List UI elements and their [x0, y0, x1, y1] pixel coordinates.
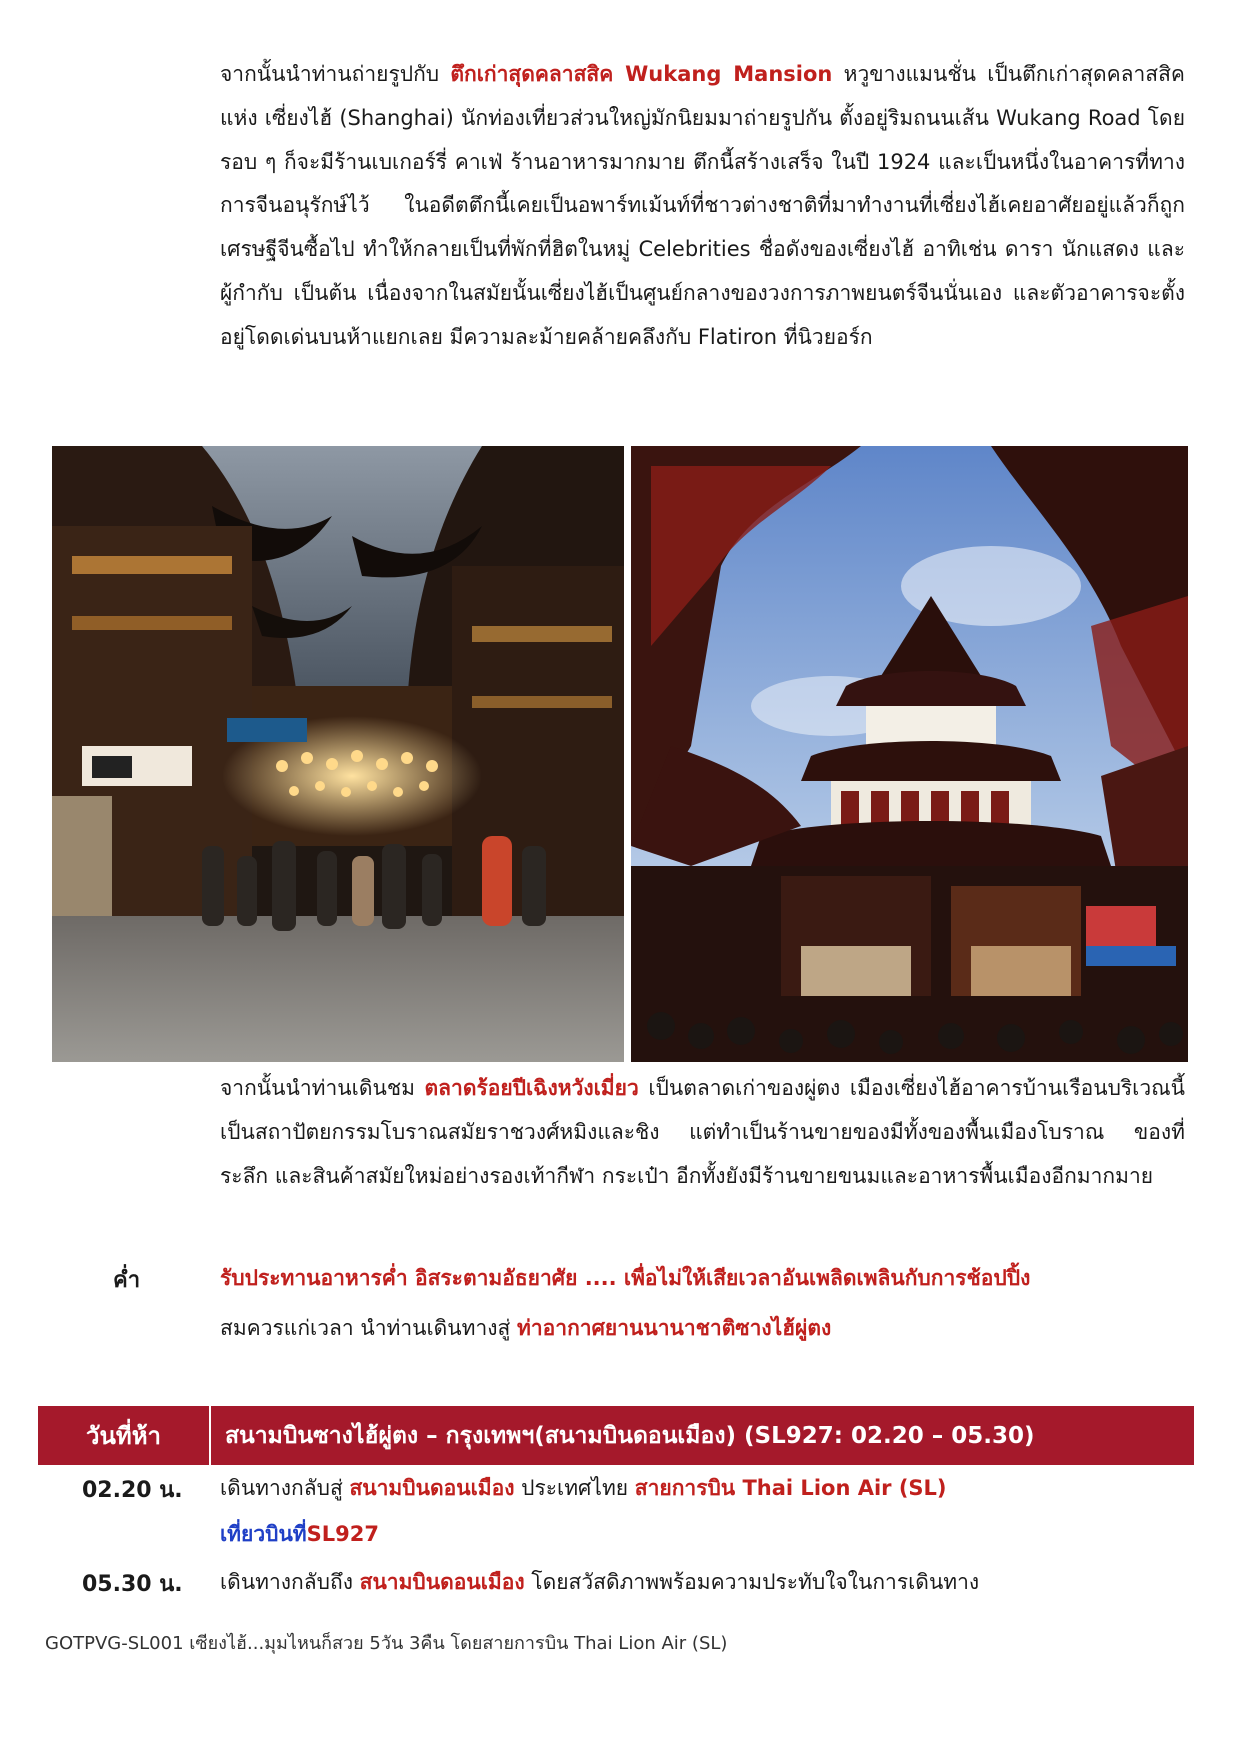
intro-text-rest: หวูขางแมนชั่น เป็นตึกเก่าสุดคลาสสิคแห่ง เซี่ยงไฮ้ (Shanghai) นักท่องเที่ยวส่วนใหญ่มักนิยมมาถ่ายรูปกัน ตั้งอยู่ริมถนนเส้น Wukang Road โดยรอบ ๆ ก็จะมีร้านเบเกอร์รี่ คาเฟ่ ร้านอาหารมากมาย ตึกนี้สร้างเสร็จ ในปี 1924 และเป็นหนึ่งในอาคารที่ทางการจีนอนุรักษ์ไว้ ในอดีตตึกนี้เคยเป็นอพาร์ทเม้นท์ที่ชาวต่างชาติที่มาทำงานที่เซี่ยงไฮ้เคยอาศัยอยู่แล้วก็ถูกเศรษฐีจีนซื้อไป ทำให้กลายเป็นที่พักที่ฮิตในหมู่ Celebrities ชื่อดังของเซี่ยงไฮ้ อาทิเช่น ดารา นักแสดง และผู้กำกับ เป็นต้น เนื่องจากในสมัยนั้นเซี่ยงไฮ้เป็นศูนย์กลางของวงการภาพยนตร์จีนนั่นเอง และตัวอาคารจะตั้งอยู่โดดเด่นบนห้าแยกเลย มีความละม้ายคล้ายคลึงกับ Flatiron ที่นิวยอร์ก: [220, 62, 1185, 349]
flight-label: เที่ยวบินที่: [220, 1522, 307, 1546]
market-paragraph: [220, 1067, 1185, 1198]
pudong-airport-highlight: ท่าอากาศยานนานาชาติซางไฮ้ผู่ตง: [517, 1316, 832, 1340]
market-text-rest: เป็นตลาดเก่าของผู่ตง เมืองเซี่ยงไฮ้อาคารบ้านเรือนบริเวณนี้เป็นสถาปัตยกรรมโบราณสมัยราชวงศ์หมิงและชิง แต่ทำเป็นร้านขายของมีทั้งของพื้นเมืองโบราณ ของที่ระลึก และสินค้าสมัยใหม่อย่างรองเท้ากีฬา กระเป๋า อีกทั้งยังมีร้านขายขนมและอาหารพื้นเมืองอีกมากมาย: [220, 1076, 1185, 1188]
day5-header: [38, 1406, 1194, 1465]
return-text: เดินทางกลับสู่: [220, 1476, 350, 1500]
schedule-time-0530: 05.30 น.: [82, 1572, 183, 1597]
day5-label: วันที่ห้า: [86, 1422, 161, 1450]
flight-number-line: [220, 1518, 379, 1551]
schedule-row-0530: [220, 1566, 979, 1599]
arrival-text: เดินทางกลับถึง: [220, 1570, 360, 1594]
market-text-start: จากนั้นนำท่านเดินชม: [220, 1076, 425, 1100]
airport-transfer-line: [220, 1312, 831, 1345]
wukang-mansion-highlight: ตึกเก่าสุดคลาสสิค Wukang Mansion: [450, 62, 833, 86]
schedule-row-0220: [220, 1472, 947, 1505]
day5-title: สนามบินซางไฮ้ผู่ตง – กรุงเทพฯ(สนามบินดอนเมือง) (SL927: 02.20 – 05.30): [225, 1422, 1035, 1449]
airline-highlight: สายการบิน Thai Lion Air (SL): [634, 1476, 947, 1500]
photo-pavilion-rooftops: [631, 446, 1188, 1062]
intro-text-start: จากนั้นนำท่านถ่ายรูปกับ: [220, 62, 451, 86]
photo-old-street-lanterns: [52, 446, 624, 1062]
flight-number: SL927: [306, 1522, 379, 1546]
don-mueang-arrival-highlight: สนามบินดอนเมือง: [359, 1570, 525, 1594]
schedule-time-0220: 02.20 น.: [82, 1478, 183, 1503]
don-mueang-highlight: สนามบินดอนเมือง: [349, 1476, 515, 1500]
page-footer: GOTPVG-SL001 เซียงไฮ้...มุมไหนก็สวย 5วัน 3คืน โดยสายการบิน Thai Lion Air (SL): [45, 1633, 728, 1654]
dinner-label: ค่ำ: [113, 1268, 141, 1293]
airport-transfer-text: สมควรแก่เวลา นำท่านเดินทางสู่: [220, 1316, 518, 1340]
arrival-text-rest: โดยสวัสดิภาพพร้อมความประทับใจในการเดินทาง: [524, 1570, 980, 1594]
market-name-highlight: ตลาดร้อยปีเฉิงหวังเมี่ยว: [424, 1076, 639, 1100]
intro-paragraph: [220, 53, 1185, 360]
country-text: ประเทศไทย: [514, 1476, 635, 1500]
dinner-text: รับประทานอาหารค่ำ อิสระตามอัธยาศัย .... เพื่อไม่ให้เสียเวลาอันเพลิดเพลินกับการช้อปปิ้ง: [220, 1266, 1031, 1290]
